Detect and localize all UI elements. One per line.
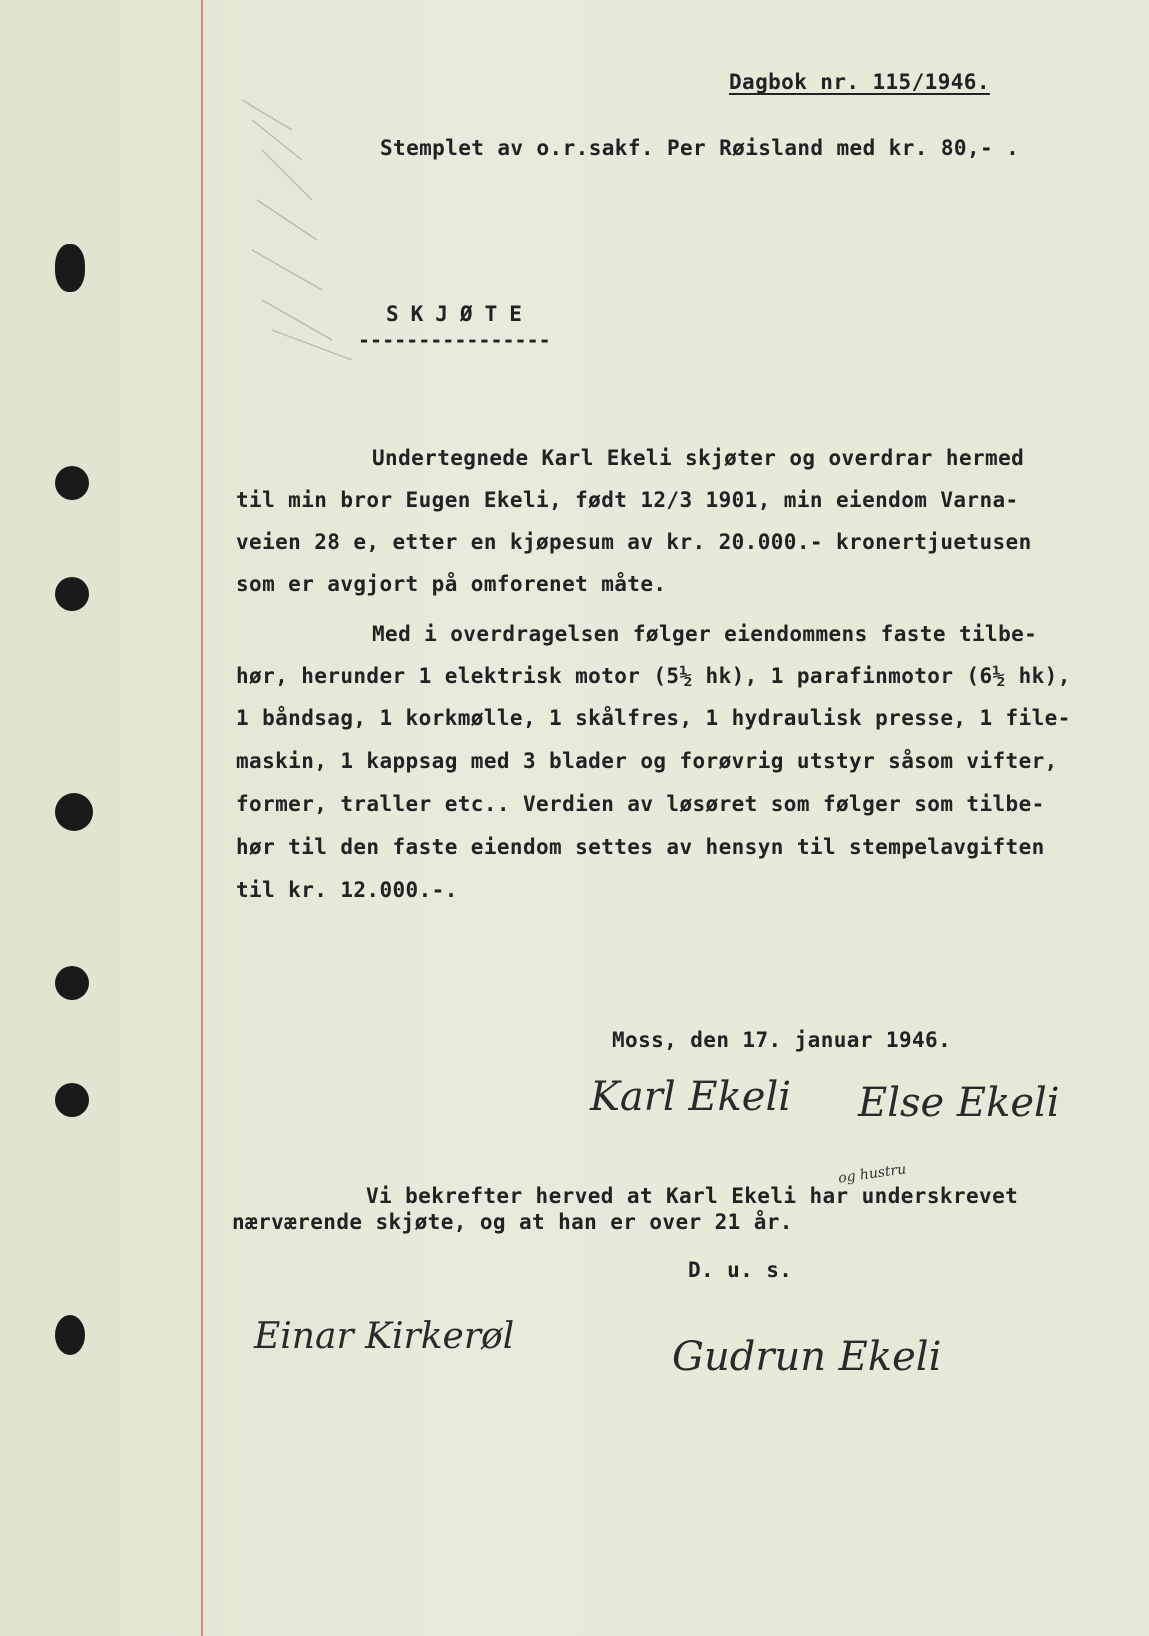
body-line: Med i overdragelsen følger eiendommens faste tilbe-	[372, 622, 1038, 646]
dagbok-number: Dagbok nr. 115/1946.	[729, 70, 990, 94]
dus-line: D. u. s.	[688, 1258, 793, 1282]
place-date: Moss, den 17. januar 1946.	[612, 1028, 952, 1052]
body-line: til kr. 12.000.-.	[236, 878, 458, 902]
signature-einar-kirkerol: Einar Kirkerøl	[254, 1316, 515, 1357]
body-line: former, traller etc.. Verdien av løsøret som følger som tilbe-	[236, 792, 1045, 816]
punch-hole	[55, 966, 89, 1000]
body-line: 1 båndsag, 1 korkmølle, 1 skålfres, 1 hydraulisk presse, 1 file-	[236, 706, 1071, 730]
witness-line: Vi bekrefter herved at Karl Ekeli har underskrevet	[366, 1184, 1019, 1208]
body-line: hør, herunder 1 elektrisk motor (5½ hk), 1 parafinmotor (6½ hk),	[236, 664, 1071, 688]
signature-else-ekeli: Else Ekeli	[858, 1080, 1060, 1126]
signature-karl-ekeli: Karl Ekeli	[590, 1074, 792, 1120]
body-line: veien 28 e, etter en kjøpesum av kr. 20.000.- kronertjuetusen	[236, 530, 1032, 554]
handwritten-insert: og hustru	[837, 1161, 908, 1187]
punch-hole	[55, 1083, 89, 1117]
margin-rule	[201, 0, 203, 1636]
body-line: som er avgjort på omforenet måte.	[236, 572, 667, 596]
body-line: maskin, 1 kappsag med 3 blader og forøvrig utstyr såsom vifter,	[236, 749, 1058, 773]
pencil-marks	[232, 90, 372, 370]
punch-hole	[55, 1315, 85, 1355]
title-rule: ----------------	[358, 328, 551, 352]
witness-line: nærværende skjøte, og at han er over 21 år.	[232, 1210, 793, 1234]
punch-hole	[55, 577, 89, 611]
body-line: Undertegnede Karl Ekeli skjøter og overdrar hermed	[372, 446, 1025, 470]
stamp-line: Stemplet av o.r.sakf. Per Røisland med kr. 80,- .	[380, 136, 1020, 160]
body-line: til min bror Eugen Ekeli, født 12/3 1901, min eiendom Varna-	[236, 488, 1019, 512]
punch-hole	[55, 466, 89, 500]
punch-hole	[55, 793, 93, 831]
page-title: SKJØTE	[386, 302, 534, 326]
signature-gudrun-ekeli: Gudrun Ekeli	[672, 1334, 942, 1380]
punch-hole	[55, 244, 85, 292]
body-line: hør til den faste eiendom settes av hensyn til stempelavgiften	[236, 835, 1045, 859]
